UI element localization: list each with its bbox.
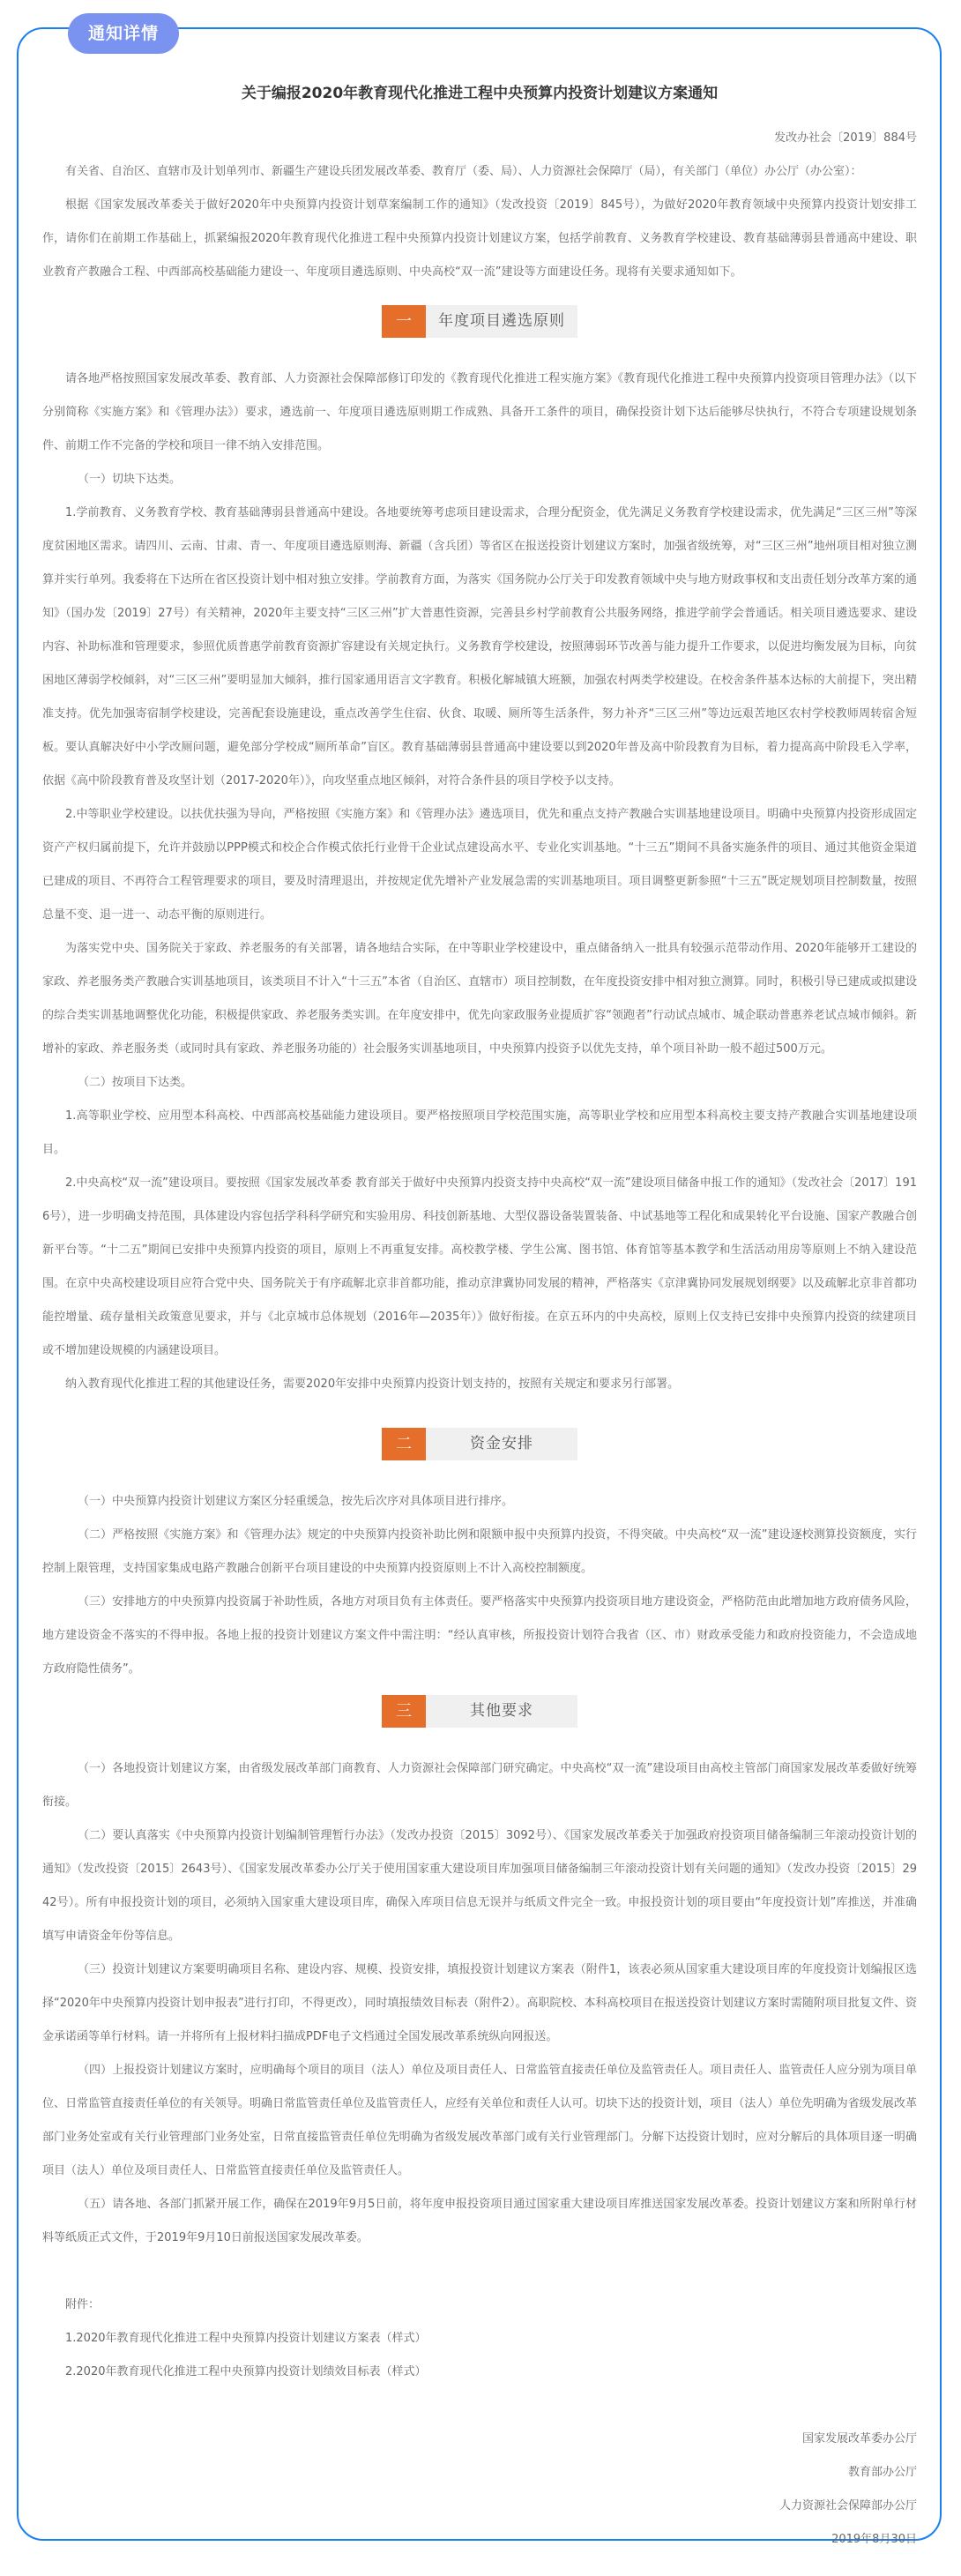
paragraph: 纳入教育现代化推进工程的其他建设任务，需要2020年安排中央预算内投资计划支持的，按照有关规定和要求另行部署。 [65,1378,680,1391]
intro-paragraph: 根据《国家发展改革委关于做好2020年中央预算内投资计划草案编制工作的通知》（发改投资〔2019〕845号），为做好2020年教育领域中央预算内投资计划安排工作，请你们在前期工作基础上，抓紧编报2020年教育现代化推进工程中央预算内投资计划建议方案，包括学前教育、义务教育学校建设、教育基础薄弱县普通高中建设、职业教育产教融合工程、中西部高校基础能力建设一、年度项目遴选原则、中央高校“双一流”建设等方面建设任务。现将有关要求通知如下。 [42,198,917,279]
section-number: 三 [382,1695,426,1728]
issuer-ndrc: 国家发展改革委办公厅 [801,2432,917,2445]
paragraph: 请各地严格按照国家发展改革委、教育部、人力资源社会保障部修订印发的《教育现代化推进工程实施方案》《教育现代化推进工程中央预算内投资项目管理办法》（以下分别简称《实施方案》和《管理办法》）要求，遴选前一、年度项目遴选原则期工作成熟、具备开工条件的项目，确保投资计划下达后能够尽快执行，不符合专项建设规划条件、前期工作不完备的学校和项目一律不纳入安排范围。 [42,372,917,452]
attachment-link-1[interactable]: 1.2020年教育现代化推进工程中央预算内投资计划建议方案表（样式） [65,2332,427,2345]
addressee: 有关省、自治区、直辖市及计划单列市、新疆生产建设兵团发展改革委、教育厅（委、局）、人力资源社会保障厅（局），有关部门（单位）办公厅（办公室）： [65,165,862,178]
paragraph: （二）严格按照《实施方案》和《管理办法》规定的中央预算内投资补助比例和限额申报中央预算内投资，不得突破。中央高校“双一流”建设逐校测算投资额度，实行控制上限管理，支持国家集成电路产教融合创新平台项目建设的中央预算内投资原则上不计入高校控制额度。 [42,1528,917,1575]
paragraph: （四）上报投资计划建议方案时，应明确每个项目的项目（法人）单位及项目责任人、日常监管直接责任单位及监管责任人。项目责任人、监管责任人应分别为项目单位、日常监管直接责任单位的有关领导。明确日常监管责任单位及监管责任人，应经有关单位和责任人认可。切块下达的投资计划，项目（法人）单位先明确为省级发展改革部门业务处室或有关行业管理部门业务处室，日常直接监管责任单位先明确为省级发展改革部门或有关行业管理部门。分解下达投资计划时，应对分解后的具体项目逐一明确项目（法人）单位及项目责任人、日常监管直接责任单位及监管责任人。 [42,2064,917,2177]
notice-detail-badge: 通知详情 [68,13,179,54]
attachments-heading: 附件： [65,2298,101,2311]
document-number: 发改办社会〔2019〕884号 [774,131,917,145]
section-label: 年度项目遴选原则 [438,312,565,330]
section-label: 其他要求 [470,1702,533,1720]
section-number: 一 [382,305,426,338]
issuer-mohrss: 人力资源社会保障部办公厅 [778,2499,917,2513]
paragraph: 1.高等职业学校、应用型本科高校、中西部高校基础能力建设项目。要严格按照项目学校范围实施，高等职业学校和应用型本科高校主要支持产教融合实训基地建设项目。 [42,1109,917,1156]
notice-content [42,79,917,2557]
document-title: 关于编报2020年教育现代化推进工程中央预算内投资计划建议方案通知 [241,85,719,102]
section-header-3 [382,1695,577,1728]
section-label: 资金安排 [470,1435,533,1452]
issuer-moe: 教育部办公厅 [847,2466,917,2479]
section-header-1 [382,305,577,338]
paragraph: （三）安排地方的中央预算内投资属于补助性质，各地方对项目负有主体责任。要严格落实中央预算内投资项目地方建设资金，严格防范由此增加地方政府债务风险，地方建设资金不落实的不得申报。各地上报的投资计划建议方案文件中需注明：“经认真审核，所报投资计划符合我省（区、市）财政承受能力和政府投资能力，不会造成地方政府隐性债务”。 [42,1595,917,1676]
paragraph: 为落实党中央、国务院关于家政、养老服务的有关部署，请各地结合实际，在中等职业学校建设中，重点储备纳入一批具有较强示范带动作用、2020年能够开工建设的家政、养老服务类产教融合实训基地项目，该类项目不计入“十三五”本省（自治区、直辖市）项目控制数，在年度投资安排中相对独立测算。同时，积极引导已建成或拟建设的综合类实训基地调整优化功能，积极提供家政、养老服务类实训。在年度安排中，优先向家政服务业提质扩容“领跑者”行动试点城市、城企联动普惠养老试点城市倾斜。新增补的家政、养老服务类（或同时具有家政、养老服务功能的）社会服务实训基地项目，中央预算内投资予以优先支持，单个项目补助一般不超过500万元。 [42,942,917,1056]
paragraph: （五）请各地、各部门抓紧开展工作，确保在2019年9月5日前，将年度申报投资项目通过国家重大建设项目库推送国家发展改革委。投资计划建议方案和所附单行材料等纸质正式文件，于2019年9月10日前报送国家发展改革委。 [42,2198,917,2244]
paragraph: （一）中央预算内投资计划建议方案区分轻重缓急，按先后次序对具体项目进行排序。 [78,1495,514,1508]
paragraph: （一）各地投资计划建议方案，由省级发展改革部门商教育、人力资源社会保障部门研究确定。中央高校“双一流”建设项目由高校主管部门商国家发展改革委做好统筹衔接。 [42,1762,917,1809]
paragraph: 2.中等职业学校建设。以扶优扶强为导向，严格按照《实施方案》和《管理办法》遴选项目，优先和重点支持产教融合实训基地建设项目。明确中央预算内投资形成固定资产产权归属前提下，允许并鼓励以PPP模式和校企合作模式依托行业骨干企业试点建设高水平、专业化实训基地。“十三五”期间不具备实施条件的项目、通过其他资金渠道已建成的项目、不再符合工程管理要求的项目，要及时清理退出，并按规定优先增补产业发展急需的实训基地项目。项目调整更新参照“十三五”既定规划项目控制数量，按照总量不变、退一进一、动态平衡的原则进行。 [42,808,917,922]
section-header-2 [382,1428,577,1460]
section-number: 二 [382,1428,426,1460]
subheading: （二）按项目下达类。 [78,1076,193,1089]
paragraph: 2.中央高校“双一流”建设项目。要按照《国家发展改革委 教育部关于做好中央预算内投资支持中央高校“双一流”建设项目储备申报工作的通知》（发改社会〔2017〕1916号），进一步明确支持范围，具体建设内容包括学科科学研究和实验用房、科技创新基地、大型仪器设备装置装备、中试基地等工程化和成果转化平台设施、国家产教融合创新平台等。“十二五”期间已安排中央预算内投资的项目，原则上不再重复安排。高校教学楼、学生公寓、图书馆、体育馆等基本教学和生活活动用房等原则上不纳入建设范围。在京中央高校建设项目应符合党中央、国务院关于有序疏解北京非首都功能，推动京津冀协同发展的精神，严格落实《京津冀协同发展规划纲要》以及疏解北京非首都功能控增量、疏存量相关政策意见要求，并与《北京城市总体规划（2016年—2035年）》做好衔接。在京五环内的中央高校，原则上仅支持已安排中央预算内投资的续建项目或不增加建设规模的内涵建设项目。 [42,1176,917,1357]
paragraph: （二）要认真落实《中央预算内投资计划编制管理暂行办法》（发改办投资〔2015〕3092号）、《国家发展改革委关于加强政府投资项目储备编制三年滚动投资计划的通知》（发改投资〔2015〕2643号）、《国家发展改革委办公厅关于使用国家重大建设项目库加强项目储备编制三年滚动投资计划有关问题的通知》（发改办投资〔2015〕2942号）。所有申报投资计划的项目，必须纳入国家重大建设项目库，确保入库项目信息无误并与纸质文件完全一致。申报投资计划的项目要由“年度投资计划”库推送，并准确填写申请资金年份等信息。 [42,1829,917,1943]
subheading: （一）切块下达类。 [78,473,182,486]
paragraph: 1.学前教育、义务教育学校、教育基础薄弱县普通高中建设。各地要统筹考虑项目建设需求，合理分配资金，优先满足义务教育学校建设需求，优先满足“三区三州”等深度贫困地区需求。请四川、云南、甘肃、青一、年度项目遴选原则海、新疆（含兵团）等省区在报送投资计划建议方案时，加强省级统筹，对“三区三州”地州项目相对独立测算并实行单列。我委将在下达所在省区投资计划中相对独立安排。学前教育方面，为落实《国务院办公厅关于印发教育领域中央与地方财政事权和支出责任划分改革方案的通知》（国办发〔2019〕27号）有关精神，2020年主要支持“三区三州”扩大普惠性资源，完善县乡村学前教育公共服务网络，推进学前学会普通话。相关项目遴选要求、建设内容、补助标准和管理要求，参照优质普惠学前教育资源扩容建设有关规定执行。义务教育学校建设，按照薄弱环节改善与能力提升工作要求，以促进均衡发展为目标，向贫困地区薄弱学校倾斜，对“三区三州”要明显加大倾斜，推行国家通用语言文字教育。积极化解城镇大班额，加强农村两类学校建设。在校舍条件基本达标的大前提下，突出精准支持。优先加强寄宿制学校建设，完善配套设施建设，重点改善学生住宿、伙食、取暖、厕所等生活条件，努力补齐“三区三州”等边远艰苦地区农村学校教师周转宿舍短板。要认真解决好中小学改厕问题，避免部分学校成“厕所革命”盲区。教育基础薄弱县普通高中建设要以到2020年普及高中阶段教育为目标，着力提高高中阶段毛入学率，依据《高中阶段教育普及攻坚计划（2017-2020年）》，向攻坚重点地区倾斜，对符合条件县的项目学校予以支持。 [42,506,917,788]
attachment-link-2[interactable]: 2.2020年教育现代化推进工程中央预算内投资计划绩效目标表（样式） [65,2365,427,2378]
issue-date: 2019年8月30日 [831,2533,917,2546]
paragraph: （三）投资计划建议方案要明确项目名称、建设内容、规模、投资安排，填报投资计划建议方案表（附件1，该表必须从国家重大建设项目库的年度投资计划编报区选择“2020年中央预算内投资计划申报表”进行打印，不得更改），同时填报绩效目标表（附件2）。高职院校、本科高校项目在报送投资计划建议方案时需随附项目批复文件、资金承诺函等单行材料。请一并将所有上报材料扫描成PDF电子文档通过全国发展改革系统纵向网报送。 [42,1963,917,2043]
